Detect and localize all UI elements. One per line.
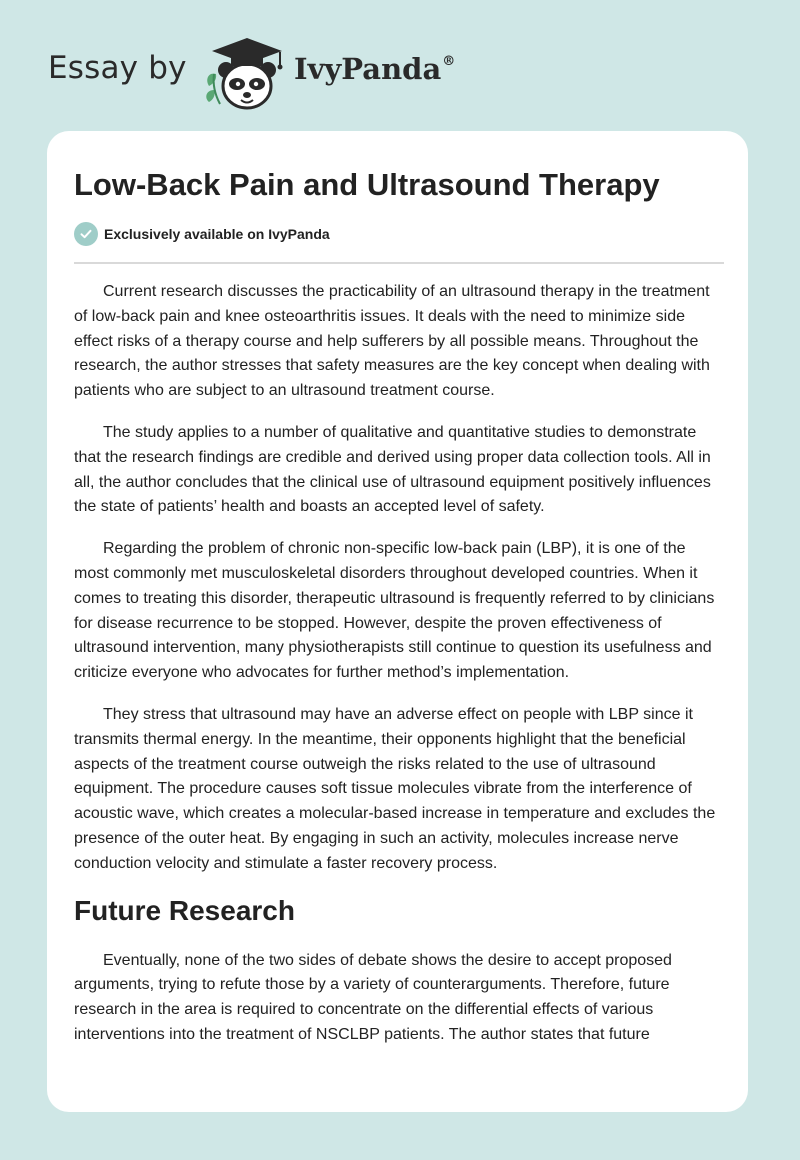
- page-title: Low-Back Pain and Ultrasound Therapy: [74, 167, 660, 202]
- exclusive-badge: [74, 222, 330, 246]
- paragraph-5: Eventually, none of the two sides of debate shows the desire to accept proposed arguments, trying to refute those by a variety of counterarguments. Therefore, future research in the area is required to concentrate on the differential effects of various interventions into the treatment of NSCLBP patients. The author states that future: [74, 951, 672, 1043]
- essay-body: [74, 280, 724, 1065]
- brand-prefix: Essay by: [48, 50, 187, 86]
- section-heading: Future Research: [74, 894, 295, 926]
- site-header: [0, 0, 800, 130]
- paragraph-3: Regarding the problem of chronic non-specific low-back pain (LBP), it is one of the most commonly met musculoskeletal disorders throughout developed countries. When it comes to treating this disorder, therapeutic ultrasound is frequently referred to by clinicians for disease recurrence to be stopped. However, despite the proven effectiveness of ultrasound intervention, many physiotherapists still continue to question its usefulness and criticize everyone who advocates for further method’s implementation.: [74, 540, 715, 682]
- brand-name-text: IvyPanda: [294, 52, 442, 86]
- badge-text: Exclusively available on IvyPanda: [104, 226, 330, 242]
- registered-mark: ®: [442, 54, 456, 69]
- paragraph-2: The study applies to a number of qualitative and quantitative studies to demonstrate that the research findings are credible and derived using proper data collection tools. All in all, the author concludes that the clinical use of ultrasound equipment positively influences the state of patients’ health and boasts an accepted level of safety.: [74, 423, 711, 516]
- title-divider: [74, 262, 724, 264]
- brand-name[interactable]: [294, 52, 455, 86]
- panda-logo-icon[interactable]: [200, 34, 292, 112]
- paragraph-4: They stress that ultrasound may have an adverse effect on people with LBP since it transmits thermal energy. In the meantime, their opponents highlight that the beneficial aspects of the treatment course outweigh the risks related to the use of ultrasound equipment. The procedure causes soft tissue molecules vibrate from the interference of acoustic wave, which creates a molecular-based increase in temperature and excludes the presence of the outer heat. By engaging in such an activity, molecules increase nerve conduction velocity and stimulate a faster recovery process.: [74, 705, 716, 872]
- essay-card: [47, 131, 748, 1112]
- paragraph-1: Current research discusses the practicability of an ultrasound therapy in the treatment of low-back pain and knee osteoarthritis issues. It deals with the need to minimize side effect risks of a therapy course and help sufferers by all possible means. Throughout the research, the author stresses that safety measures are the key concept when dealing with patients who are subject to an ultrasound treatment course.: [74, 283, 710, 400]
- check-circle-icon: [74, 222, 98, 246]
